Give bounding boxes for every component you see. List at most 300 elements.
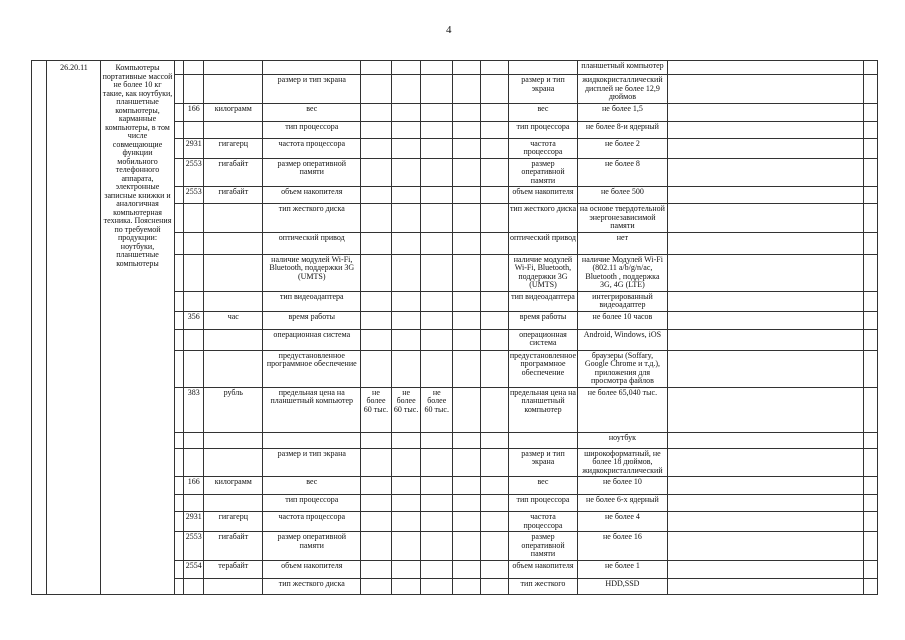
okei-code <box>184 495 204 512</box>
okei-code <box>184 121 204 138</box>
empty-cell <box>174 560 184 578</box>
unit-name: гигагерц <box>204 138 263 158</box>
characteristic-name-2: тип процессора <box>508 495 577 512</box>
characteristic-name: размер и тип экрана <box>263 448 361 477</box>
empty-cell <box>453 432 481 448</box>
limit-value <box>361 477 392 495</box>
characteristic-name-2: время работы <box>508 311 577 329</box>
empty-cell <box>174 350 184 387</box>
limit-value: не более 60 тыс. <box>421 387 453 432</box>
unit-name: рубль <box>204 387 263 432</box>
empty-cell <box>480 532 508 561</box>
characteristic-value: не более 6-х ядерный <box>578 495 668 512</box>
characteristic-value: не более 500 <box>578 187 668 204</box>
empty-cell <box>864 103 878 121</box>
empty-cell <box>453 448 481 477</box>
characteristic-name: операционная система <box>263 329 361 350</box>
empty-cell <box>667 158 864 187</box>
empty-cell <box>480 103 508 121</box>
unit-name <box>204 495 263 512</box>
empty-cell <box>174 232 184 254</box>
limit-value <box>391 578 421 594</box>
limit-value <box>361 232 392 254</box>
empty-cell <box>667 291 864 311</box>
empty-cell <box>864 254 878 291</box>
table-row <box>32 61 905 75</box>
empty-cell <box>453 512 481 532</box>
limit-value <box>391 477 421 495</box>
characteristic-value: не более 16 <box>578 532 668 561</box>
characteristic-name-2: тип жесткого <box>508 578 577 594</box>
characteristic-name-2: размер оперативной памяти <box>508 158 577 187</box>
empty-cell <box>453 532 481 561</box>
unit-name <box>204 121 263 138</box>
empty-cell <box>174 187 184 204</box>
characteristic-name: частота процессора <box>263 138 361 158</box>
characteristic-name: объем накопителя <box>263 187 361 204</box>
unit-name <box>204 291 263 311</box>
limit-value <box>391 158 421 187</box>
characteristic-name-2: тип жесткого диска <box>508 204 577 233</box>
limit-value <box>361 158 392 187</box>
limit-value <box>391 432 421 448</box>
characteristic-name-2 <box>508 432 577 448</box>
empty-cell <box>174 477 184 495</box>
limit-value <box>391 121 421 138</box>
characteristic-value: не более 1 <box>578 560 668 578</box>
limit-value <box>421 254 453 291</box>
limit-value <box>361 578 392 594</box>
characteristic-value: ноутбук <box>578 432 668 448</box>
empty-cell <box>667 560 864 578</box>
characteristic-name-2: предустановленное программное обеспечение <box>508 350 577 387</box>
characteristic-name: тип видеоадаптера <box>263 291 361 311</box>
characteristic-value: не более 8-и ядерный <box>578 121 668 138</box>
characteristic-name: наличие модулей Wi-Fi, Bluetooth, поддержки 3G (UMTS) <box>263 254 361 291</box>
limit-value <box>361 121 392 138</box>
empty-cell <box>453 158 481 187</box>
empty-cell <box>480 158 508 187</box>
limit-value <box>391 512 421 532</box>
okei-code <box>184 75 204 104</box>
empty-cell <box>667 578 864 594</box>
empty-cell <box>480 138 508 158</box>
empty-cell <box>453 75 481 104</box>
characteristic-name: вес <box>263 477 361 495</box>
empty-cell <box>480 578 508 594</box>
empty-cell <box>453 138 481 158</box>
characteristic-name-2: операционная система <box>508 329 577 350</box>
empty-cell <box>174 103 184 121</box>
okei-code <box>184 448 204 477</box>
characteristic-name-2 <box>508 61 577 75</box>
empty-cell <box>453 350 481 387</box>
limit-value <box>361 291 392 311</box>
limit-value <box>421 578 453 594</box>
empty-cell <box>453 311 481 329</box>
okei-code <box>184 254 204 291</box>
characteristic-name-2: объем накопителя <box>508 560 577 578</box>
limit-value <box>361 350 392 387</box>
empty-cell <box>453 495 481 512</box>
unit-name <box>204 254 263 291</box>
characteristic-value: не более 10 <box>578 477 668 495</box>
characteristic-name-2: размер и тип экрана <box>508 75 577 104</box>
characteristic-value: планшетный компьютер <box>578 61 668 75</box>
characteristic-name: размер оперативной памяти <box>263 532 361 561</box>
empty-cell <box>480 560 508 578</box>
limit-value: не более 60 тыс. <box>361 387 392 432</box>
empty-cell <box>174 254 184 291</box>
characteristic-name-2: частота процессора <box>508 138 577 158</box>
empty-cell <box>174 578 184 594</box>
empty-cell <box>667 432 864 448</box>
limit-value <box>421 158 453 187</box>
okei-code: 166 <box>184 477 204 495</box>
okei-code: 356 <box>184 311 204 329</box>
limit-value <box>391 204 421 233</box>
characteristic-name-2: размер оперативной памяти <box>508 532 577 561</box>
characteristic-name-2: наличие модулей Wi-Fi, Bluetooth, поддержки 3G (UMTS) <box>508 254 577 291</box>
unit-name <box>204 232 263 254</box>
empty-cell <box>480 291 508 311</box>
specification-table <box>31 60 905 595</box>
limit-value <box>421 204 453 233</box>
empty-cell <box>864 232 878 254</box>
okei-code <box>184 61 204 75</box>
characteristic-name-2: тип видеоадаптера <box>508 291 577 311</box>
empty-cell <box>864 75 878 104</box>
characteristic-value: на основе твердотельной энергонезависимой памяти <box>578 204 668 233</box>
unit-name <box>204 75 263 104</box>
characteristic-name: тип процессора <box>263 495 361 512</box>
characteristic-name: тип процессора <box>263 121 361 138</box>
unit-name: терабайт <box>204 560 263 578</box>
limit-value <box>361 448 392 477</box>
characteristic-value: не более 65,040 тыс. <box>578 387 668 432</box>
characteristic-value: наличие Модулей Wi-Fi (802.11 a/b/g/n/ac, Bluetooth , поддержка 3G, 4G (LTE) <box>578 254 668 291</box>
limit-value <box>421 61 453 75</box>
unit-name <box>204 448 263 477</box>
limit-value <box>391 329 421 350</box>
characteristic-name: размер и тип экрана <box>263 75 361 104</box>
empty-cell <box>174 311 184 329</box>
limit-value <box>421 311 453 329</box>
empty-cell <box>667 311 864 329</box>
empty-cell <box>480 512 508 532</box>
empty-cell <box>864 138 878 158</box>
limit-value <box>361 254 392 291</box>
empty-cell <box>864 350 878 387</box>
empty-cell <box>667 329 864 350</box>
characteristic-value: не более 1,5 <box>578 103 668 121</box>
limit-value <box>391 254 421 291</box>
limit-value <box>421 291 453 311</box>
characteristic-value: Android, Windows, iOS <box>578 329 668 350</box>
characteristic-value: жидкокристаллический дисплей не более 12,9 дюймов <box>578 75 668 104</box>
characteristic-name <box>263 432 361 448</box>
unit-name <box>204 204 263 233</box>
characteristic-value: не более 2 <box>578 138 668 158</box>
okei-code: 166 <box>184 103 204 121</box>
empty-cell <box>174 495 184 512</box>
characteristic-name <box>263 61 361 75</box>
empty-cell <box>864 512 878 532</box>
okei-code <box>184 232 204 254</box>
okei-code: 2931 <box>184 138 204 158</box>
characteristic-name: размер оперативной памяти <box>263 158 361 187</box>
empty-cell <box>667 61 864 75</box>
empty-cell <box>667 448 864 477</box>
empty-cell <box>174 75 184 104</box>
okei-code <box>184 204 204 233</box>
empty-cell <box>174 512 184 532</box>
characteristic-name-2: размер и тип экрана <box>508 448 577 477</box>
empty-cell <box>480 432 508 448</box>
empty-cell <box>453 204 481 233</box>
empty-cell <box>667 204 864 233</box>
limit-value <box>421 532 453 561</box>
characteristic-name: тип жесткого диска <box>263 578 361 594</box>
limit-value <box>391 232 421 254</box>
page-number: 4 <box>446 24 452 36</box>
limit-value <box>361 138 392 158</box>
limit-value <box>391 448 421 477</box>
empty-cell <box>174 329 184 350</box>
okei-code <box>184 432 204 448</box>
okei-code: 2553 <box>184 158 204 187</box>
okei-code: 2931 <box>184 512 204 532</box>
empty-cell <box>667 121 864 138</box>
limit-value <box>361 560 392 578</box>
limit-value <box>391 291 421 311</box>
empty-cell <box>174 448 184 477</box>
empty-cell <box>864 311 878 329</box>
characteristic-name: оптический привод <box>263 232 361 254</box>
empty-cell <box>864 477 878 495</box>
empty-cell <box>864 560 878 578</box>
empty-cell <box>667 495 864 512</box>
empty-cell <box>667 103 864 121</box>
characteristic-name: время работы <box>263 311 361 329</box>
okei-code <box>184 329 204 350</box>
characteristic-name: предустановленное программное обеспечение <box>263 350 361 387</box>
characteristic-name: вес <box>263 103 361 121</box>
empty-cell <box>480 61 508 75</box>
limit-value <box>391 187 421 204</box>
unit-name: гигабайт <box>204 187 263 204</box>
unit-name <box>204 329 263 350</box>
limit-value <box>421 75 453 104</box>
limit-value <box>421 495 453 512</box>
empty-cell <box>453 232 481 254</box>
empty-cell <box>864 61 878 75</box>
characteristic-name: частота процессора <box>263 512 361 532</box>
limit-value <box>391 311 421 329</box>
limit-value <box>421 232 453 254</box>
empty-cell <box>453 103 481 121</box>
empty-cell <box>453 477 481 495</box>
unit-name <box>204 350 263 387</box>
empty-cell <box>667 532 864 561</box>
limit-value <box>361 187 392 204</box>
limit-value <box>421 138 453 158</box>
characteristic-value: браузеры (Soffary, Google Chrome и т.д.), приложения для просмотра файлов <box>578 350 668 387</box>
characteristic-name-2: предельная цена на планшетный компьютер <box>508 387 577 432</box>
characteristic-value: широкоформатный, не более 18 дюймов, жидкокристаллический <box>578 448 668 477</box>
okei-code <box>184 350 204 387</box>
product-description: Компьютеры портативные массой не более 10 кг такие, как ноутбуки, планшетные компьютеры, карманные компьютеры, в том числе совмещающие функции мобильного телефонного аппарата, электронные записные книжки и аналогичная компьютерная техника. Пояснения по требуемой продукции: ноутбуки, планшетные компьютеры <box>101 61 174 595</box>
empty-cell <box>32 61 47 595</box>
okei-code: 2554 <box>184 560 204 578</box>
empty-cell <box>480 311 508 329</box>
empty-cell <box>480 387 508 432</box>
limit-value <box>391 61 421 75</box>
empty-cell <box>864 204 878 233</box>
unit-name <box>204 578 263 594</box>
empty-cell <box>864 432 878 448</box>
unit-name: гигагерц <box>204 512 263 532</box>
empty-cell <box>864 448 878 477</box>
empty-cell <box>480 495 508 512</box>
empty-cell <box>667 350 864 387</box>
empty-cell <box>453 187 481 204</box>
empty-cell <box>480 232 508 254</box>
limit-value <box>421 187 453 204</box>
characteristic-value: интегрированный видеоадаптер <box>578 291 668 311</box>
characteristic-value: не более 8 <box>578 158 668 187</box>
limit-value <box>361 103 392 121</box>
empty-cell <box>174 121 184 138</box>
limit-value <box>421 448 453 477</box>
limit-value <box>391 350 421 387</box>
empty-cell <box>864 532 878 561</box>
empty-cell <box>667 138 864 158</box>
empty-cell <box>667 75 864 104</box>
empty-cell <box>864 121 878 138</box>
empty-cell <box>174 138 184 158</box>
empty-cell <box>667 387 864 432</box>
characteristic-name-2: тип процессора <box>508 121 577 138</box>
empty-cell <box>174 291 184 311</box>
characteristic-value: не более 4 <box>578 512 668 532</box>
empty-cell <box>480 350 508 387</box>
characteristic-value: HDD,SSD <box>578 578 668 594</box>
empty-cell <box>453 121 481 138</box>
okpd-code: 26.20.11 <box>47 61 101 595</box>
okei-code: 2553 <box>184 187 204 204</box>
characteristic-name-2: оптический привод <box>508 232 577 254</box>
empty-cell <box>667 232 864 254</box>
unit-name: килограмм <box>204 103 263 121</box>
empty-cell <box>480 204 508 233</box>
empty-cell <box>480 448 508 477</box>
characteristic-value: не более 10 часов <box>578 311 668 329</box>
limit-value <box>361 432 392 448</box>
empty-cell <box>667 254 864 291</box>
unit-name <box>204 432 263 448</box>
empty-cell <box>864 495 878 512</box>
table-body <box>32 61 905 595</box>
okei-code: 2553 <box>184 532 204 561</box>
characteristic-name: предельная цена на планшетный компьютер <box>263 387 361 432</box>
okei-code: 383 <box>184 387 204 432</box>
empty-cell <box>864 578 878 594</box>
empty-cell <box>453 291 481 311</box>
empty-cell <box>174 61 184 75</box>
empty-cell <box>453 578 481 594</box>
limit-value <box>361 512 392 532</box>
limit-value <box>391 560 421 578</box>
characteristic-name: объем накопителя <box>263 560 361 578</box>
limit-value: не более 60 тыс. <box>391 387 421 432</box>
empty-cell <box>667 477 864 495</box>
empty-cell <box>864 291 878 311</box>
okei-code <box>184 578 204 594</box>
limit-value <box>421 432 453 448</box>
limit-value <box>361 61 392 75</box>
empty-cell <box>174 432 184 448</box>
limit-value <box>391 495 421 512</box>
limit-value <box>361 311 392 329</box>
limit-value <box>421 477 453 495</box>
empty-cell <box>453 61 481 75</box>
empty-cell <box>480 121 508 138</box>
empty-cell <box>667 187 864 204</box>
limit-value <box>361 329 392 350</box>
empty-cell <box>864 329 878 350</box>
empty-cell <box>453 560 481 578</box>
empty-cell <box>667 512 864 532</box>
unit-name: килограмм <box>204 477 263 495</box>
limit-value <box>421 560 453 578</box>
characteristic-name-2: вес <box>508 103 577 121</box>
limit-value <box>361 204 392 233</box>
empty-cell <box>174 158 184 187</box>
limit-value <box>421 329 453 350</box>
unit-name: час <box>204 311 263 329</box>
empty-cell <box>864 187 878 204</box>
empty-cell <box>480 187 508 204</box>
limit-value <box>361 532 392 561</box>
characteristic-name: тип жесткого диска <box>263 204 361 233</box>
limit-value <box>421 103 453 121</box>
okei-code <box>184 291 204 311</box>
limit-value <box>421 121 453 138</box>
limit-value <box>391 138 421 158</box>
limit-value <box>421 512 453 532</box>
empty-cell <box>480 329 508 350</box>
unit-name <box>204 61 263 75</box>
characteristic-name-2: частота процессора <box>508 512 577 532</box>
limit-value <box>391 532 421 561</box>
empty-cell <box>864 387 878 432</box>
empty-cell <box>480 254 508 291</box>
empty-cell <box>480 75 508 104</box>
empty-cell <box>174 387 184 432</box>
unit-name: гигабайт <box>204 158 263 187</box>
empty-cell <box>453 329 481 350</box>
characteristic-name-2: вес <box>508 477 577 495</box>
limit-value <box>421 350 453 387</box>
limit-value <box>391 103 421 121</box>
empty-cell <box>453 387 481 432</box>
empty-cell <box>453 254 481 291</box>
limit-value <box>391 75 421 104</box>
limit-value <box>361 495 392 512</box>
unit-name: гигабайт <box>204 532 263 561</box>
empty-cell <box>480 477 508 495</box>
